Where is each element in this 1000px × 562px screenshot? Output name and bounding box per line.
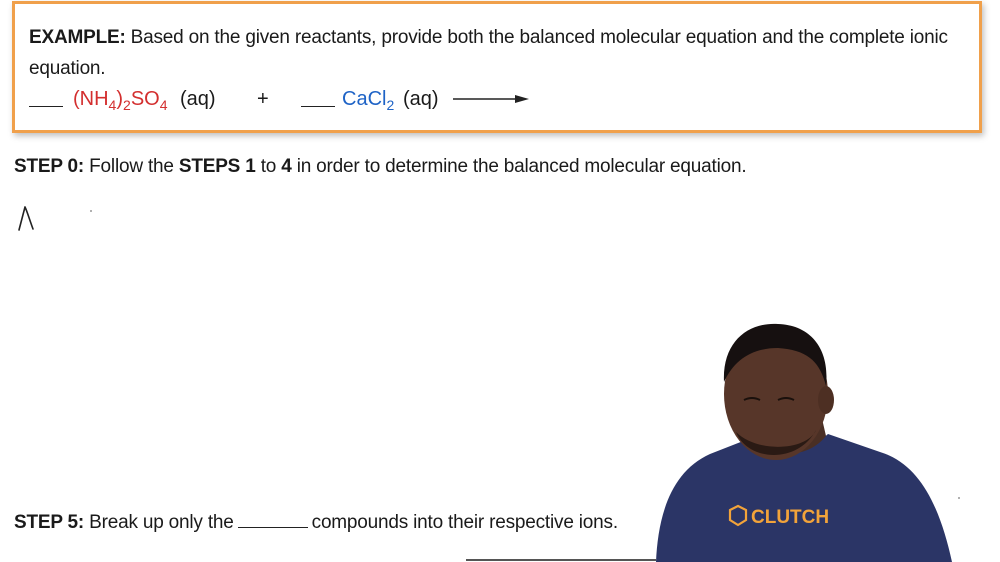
step-5-text-a: Break up only the [89, 512, 234, 533]
step-0-bold-b: 4 [281, 156, 292, 177]
step-5-instruction [14, 512, 618, 534]
step-5-text-b: compounds into their respective ions. [311, 512, 618, 533]
step-0-bold-a: STEPS 1 [178, 156, 256, 177]
reaction-equation [29, 86, 589, 116]
example-prompt: Based on the given reactants, provide both the balanced molecular equation and the complete ionic equation. [29, 27, 948, 79]
handwritten-stroke [16, 202, 42, 232]
step-5-label: STEP 5: [14, 512, 85, 533]
reactant-ammonium-sulfate: $(NH_4)_2SO_4$ [73, 88, 168, 113]
state-aq-1: (aq) [180, 88, 216, 110]
reactant-calcium-chloride: CaCl$_2$ [342, 88, 395, 113]
state-aq-2: (aq) [403, 88, 439, 110]
coefficient-blank-2 [301, 106, 335, 107]
stray-dot [90, 210, 92, 212]
example-box [12, 1, 982, 133]
divider-line [466, 559, 656, 561]
step-0-label: STEP 0: [14, 156, 85, 177]
example-text [29, 22, 959, 84]
step-0-text-b: to [260, 156, 277, 177]
step-0-text-c: in order to determine the balanced molecular equation. [296, 156, 747, 177]
shirt-logo-text: CLUTCH [751, 507, 830, 528]
compound-type-blank [238, 514, 308, 528]
plus-sign: + [257, 88, 269, 110]
example-label: EXAMPLE: [29, 27, 126, 48]
presenter-video [648, 312, 964, 562]
coefficient-blank-1 [29, 106, 63, 107]
step-0-instruction [14, 156, 746, 178]
step-0-text-a: Follow the [89, 156, 174, 177]
reaction-arrow-icon [453, 91, 529, 107]
